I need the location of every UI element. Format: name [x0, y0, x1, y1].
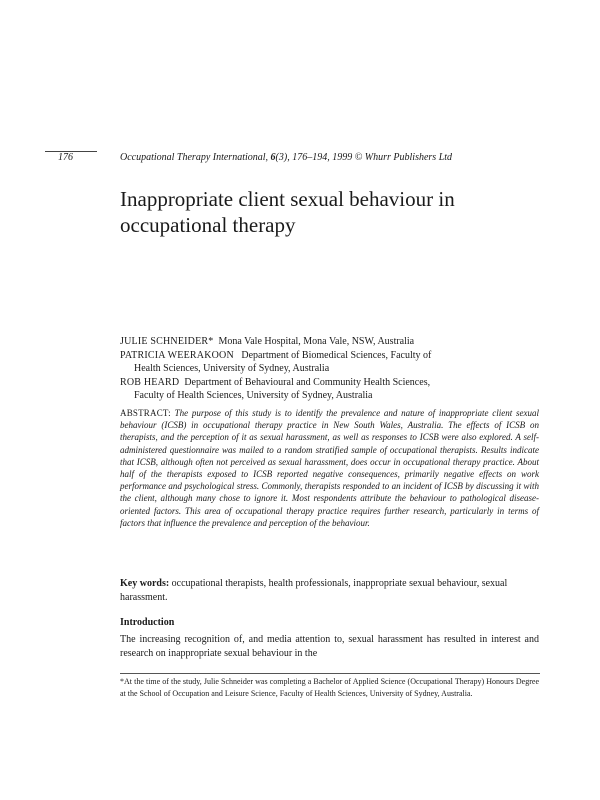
journal-issue: (3), 176–194, 1999 © Whurr Publishers Ltd: [275, 152, 453, 163]
abstract-text: The purpose of this study is to identify the prevalence and nature of inappropriate client sexual behaviour (ICSB) in occupational therapy practice in New South Wales, Australia. The effects of ICSB on therapists, and the perception of it as sexual harassment, as well as responses to ICSB were also explored. A self-administered questionnaire was mailed to a random stratified sample of occupational therapists. Results indicate that ICSB, although often not perceived as sexual harassment, does occur in occupational therapy practice. About half of the therapists exposed to ICSB reported negative consequences, primarily negative effects on work performance and psychological stress. Commonly, therapists responded to an incident of ICSB by discussing it with the client, although many chose to ignore it. Most respondents attribute the behaviour to pathological disease-oriented factors. This area of occupational therapy practice requires further research, particularly in terms of factors that influence the prevalence and perception of the behaviour.: [120, 408, 539, 528]
author-list: [120, 335, 540, 403]
section-heading: Introduction: [120, 617, 175, 628]
page-number: 176: [58, 152, 73, 163]
keywords: [120, 577, 539, 604]
author-entry: [120, 349, 540, 376]
footnote-rule: [120, 673, 540, 674]
author-name: PATRICIA WEERAKOON: [120, 349, 234, 361]
author-affiliation: Mona Vale Hospital, Mona Vale, NSW, Australia: [218, 336, 415, 347]
journal-name: Occupational Therapy International: [120, 152, 266, 163]
abstract-label: ABSTRACT:: [120, 408, 171, 418]
footnote: *At the time of the study, Julie Schneider was completing a Bachelor of Applied Science (Occupational Therapy) Honours Degree at the School of Occupation and Leisure Science, Faculty of Health Sciences, University of Sydney, Australia.: [120, 677, 539, 698]
author-name: ROB HEARD: [120, 376, 180, 388]
author-affiliation: Department of Biomedical Sciences, Faculty of: [241, 349, 432, 361]
author-affiliation-cont: Faculty of Health Sciences, University of Sydney, Australia: [134, 390, 373, 401]
abstract: [120, 407, 539, 529]
author-entry: [120, 335, 540, 349]
author-affiliation-cont: Health Sciences, University of Sydney, Australia: [134, 363, 330, 374]
author-affiliation: Department of Behavioural and Community Health Sciences,: [184, 376, 431, 388]
intro-paragraph: The increasing recognition of, and media attention to, sexual harassment has resulted in interest and research on inappropriate sexual behaviour in the: [120, 634, 539, 659]
journal-citation: Occupational Therapy International, 6(3), 176–194, 1999 © Whurr Publishers Ltd: [120, 152, 453, 163]
author-name: JULIE SCHNEIDER*: [120, 336, 214, 347]
author-entry: [120, 376, 540, 403]
keywords-label: Key words:: [120, 578, 170, 589]
article-title: Inappropriate client sexual behaviour in occupational therapy: [120, 187, 455, 237]
keywords-text: occupational therapists, health professionals, inappropriate sexual behaviour, sexual harassment.: [120, 578, 508, 603]
journal-volume: 6: [270, 152, 276, 163]
